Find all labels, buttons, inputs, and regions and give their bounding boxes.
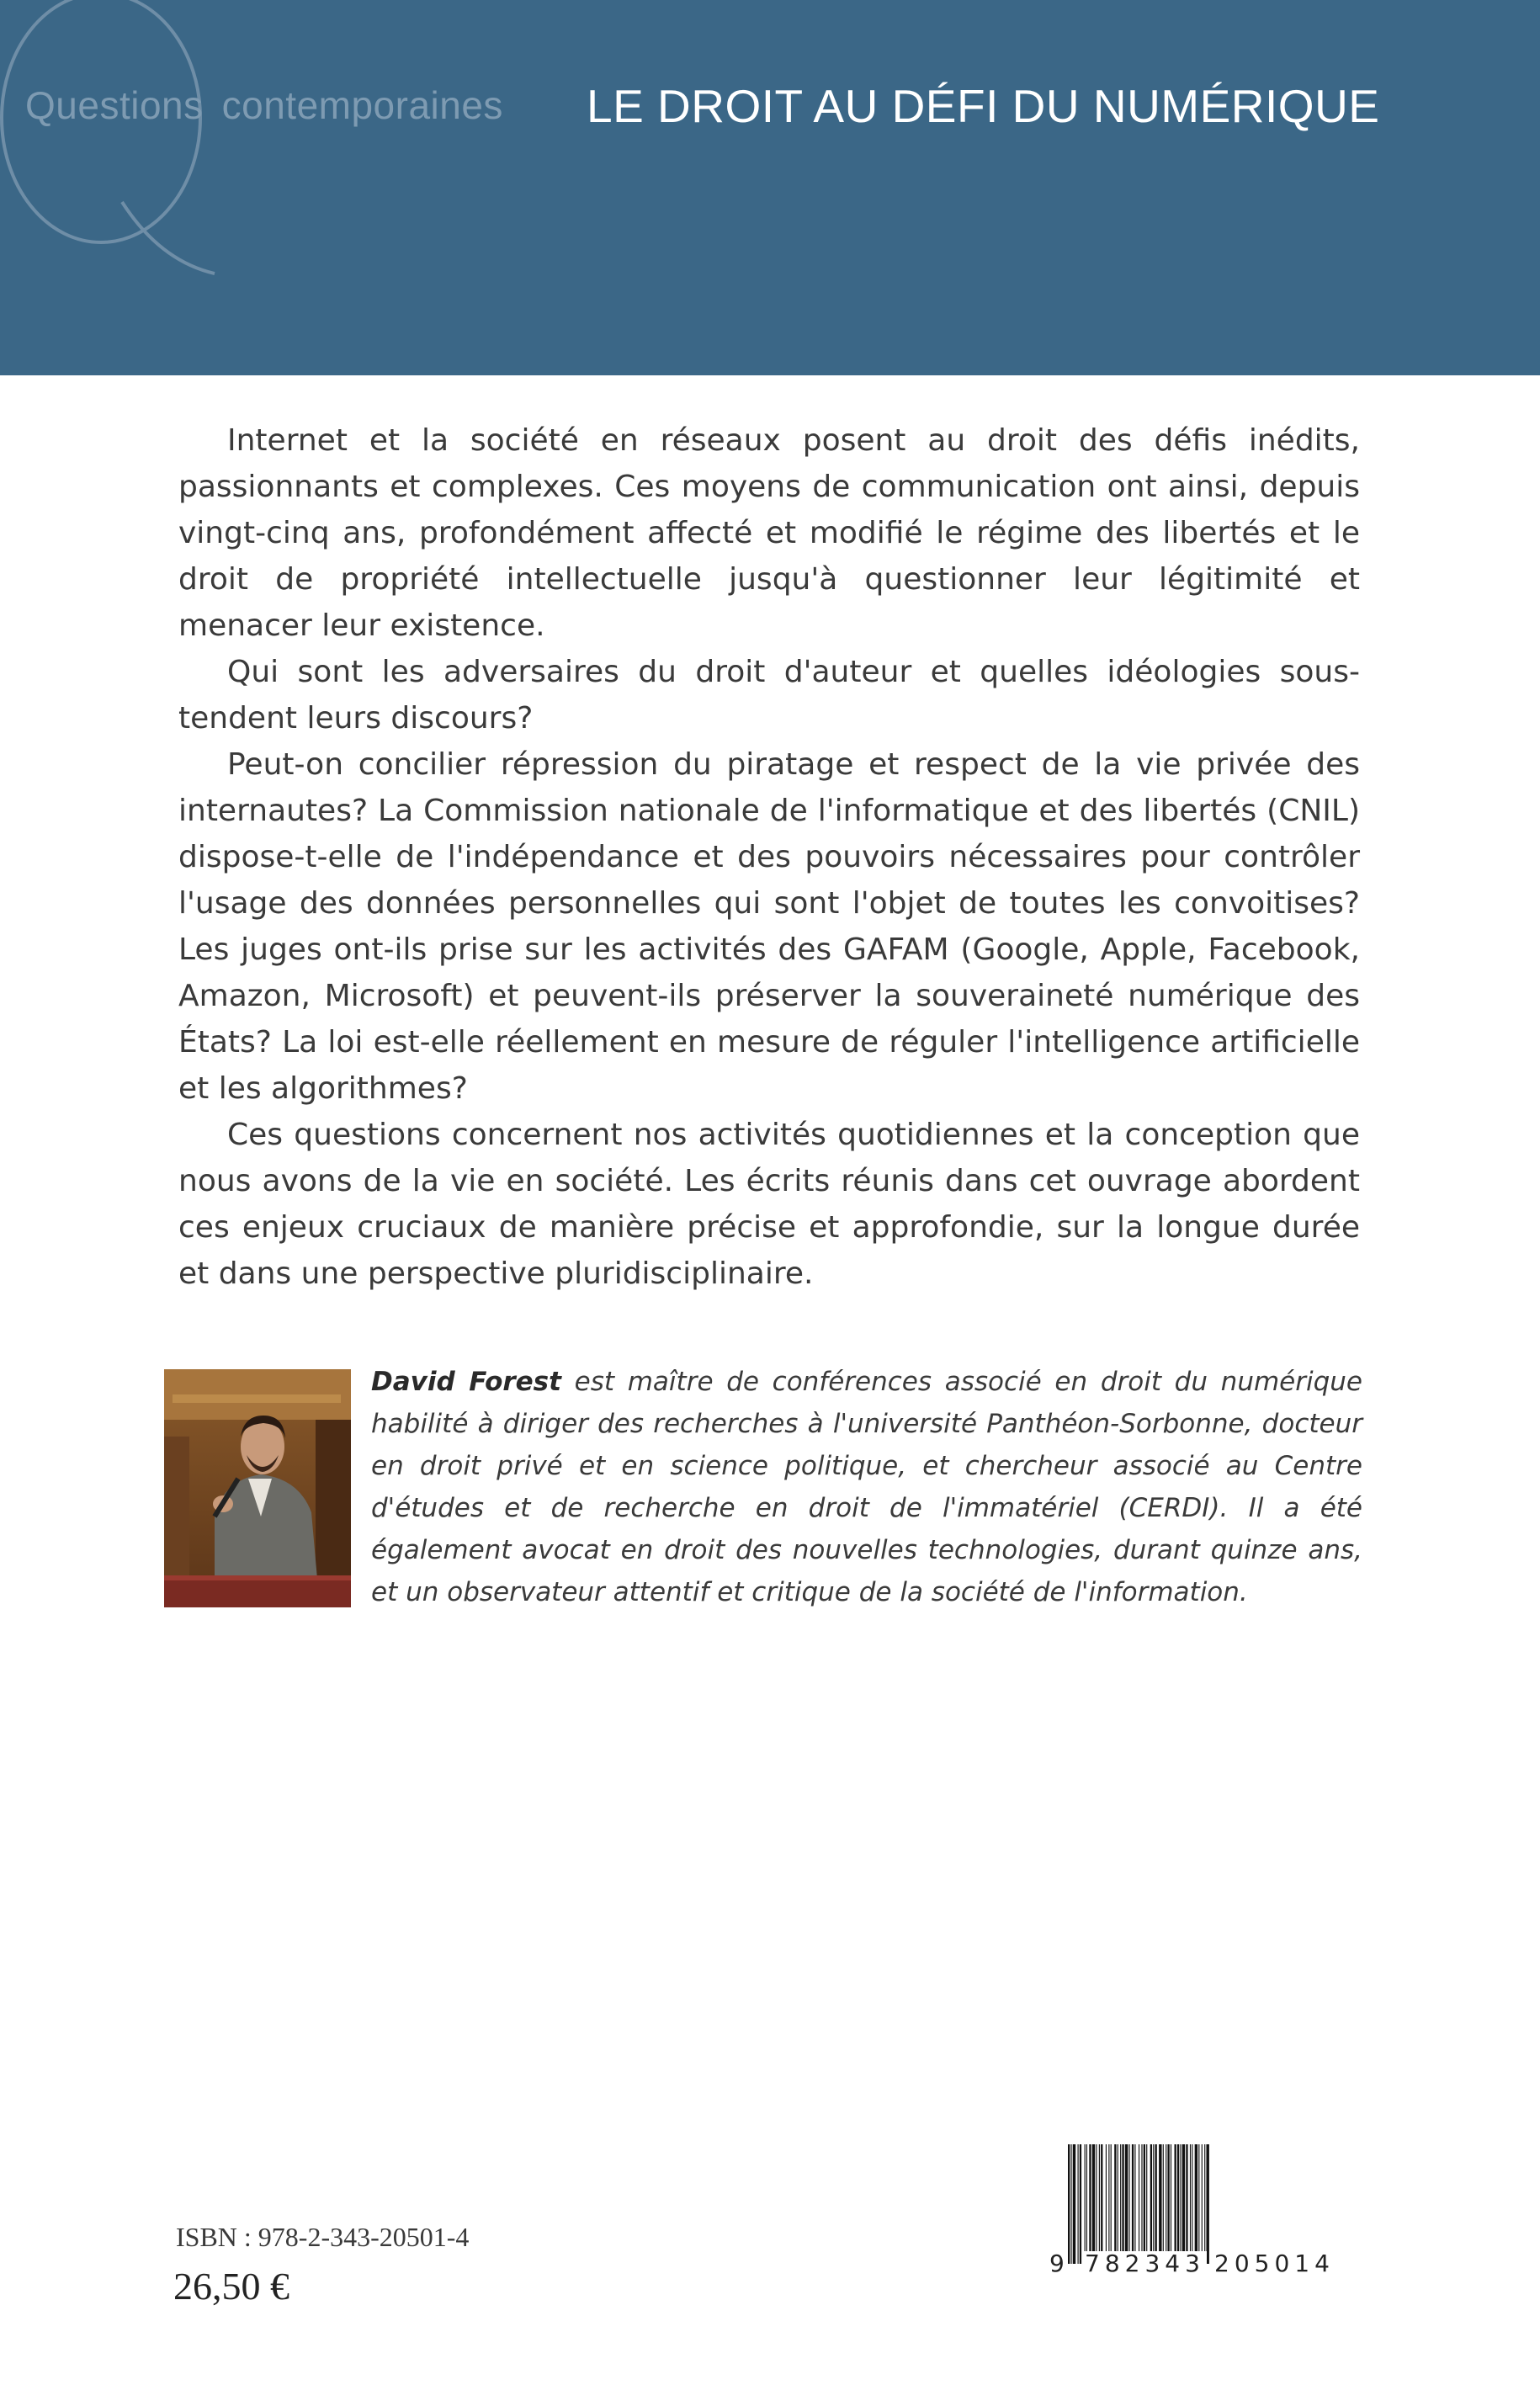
barcode-right-digits: 205014 (1214, 2250, 1335, 2277)
isbn-barcode (1048, 2144, 1351, 2277)
series-label-word1: Questions (25, 83, 204, 127)
author-name: David Forest (371, 1367, 561, 1397)
cover-header-band (0, 0, 1540, 375)
blurb-paragraph: Peut-on concilier répression du piratage et respect de la vie privée des internautes? La Commission nationale de l'informatique et des libertés (CNIL) dispose-t-elle de l'indépendance et des pouvoirs nécessaires pour contrôler l'usage des données personnelles qui sont l'objet de toutes les convoitises? Les juges ont-ils prise sur les activités des GAFAM (Google, Apple, Facebook, Amazon, Microsoft) et peuvent-ils préserver la souveraineté numérique des États? La loi est-elle réellement en mesure de réguler l'intelligence artificielle et les algorithmes? (178, 747, 1360, 1106)
book-title: LE DROIT AU DÉFI DU NUMÉRIQUE (587, 80, 1380, 132)
barcode-bars-icon (1068, 2144, 1351, 2264)
price: 26,50 € (173, 2265, 289, 2308)
series-label-word2: contemporaines (221, 83, 503, 127)
barcode-left-digits: 782343 (1085, 2250, 1205, 2277)
series-label (25, 82, 503, 128)
series-q-logo-icon (0, 0, 227, 286)
author-bio-text: est maître de conférences associé en droit du numérique habilité à diriger des recherches à l'université Panthéon-Sorbonne, docteur en droit privé et en science politique, et chercheur associé au Centre d'études et de recherche en droit de l'immatériel (CERDI). Il a été également avocat en droit des nouvelles technologies, durant quinze ans, et un observateur attentif et critique de la société de l'information. (371, 1367, 1363, 1607)
author-photo (164, 1369, 351, 1607)
back-cover-blurb (178, 417, 1360, 1297)
isbn-number: ISBN : 978-2-343-20501-4 (176, 2222, 470, 2252)
author-bio (371, 1361, 1362, 1613)
blurb-paragraph: Qui sont les adversaires du droit d'auteur et quelles idéologies sous-tendent leurs discours? (178, 655, 1360, 736)
barcode-first-digit: 9 (1049, 2250, 1065, 2277)
blurb-paragraph: Ces questions concernent nos activités quotidiennes et la conception que nous avons de la vie en société. Les écrits réunis dans cet ouvrage abordent ces enjeux cruciaux de manière précise et approfondie, sur la longue durée et dans une perspective pluridisciplinaire. (178, 1118, 1360, 1291)
blurb-paragraph: Internet et la société en réseaux posent au droit des défis inédits, passionnants et complexes. Ces moyens de communication ont ainsi, depuis vingt-cinq ans, profondément affecté et modifié le régime des libertés et le droit de propriété intellectuelle jusqu'à questionner leur légitimité et menacer leur existence. (178, 423, 1360, 643)
